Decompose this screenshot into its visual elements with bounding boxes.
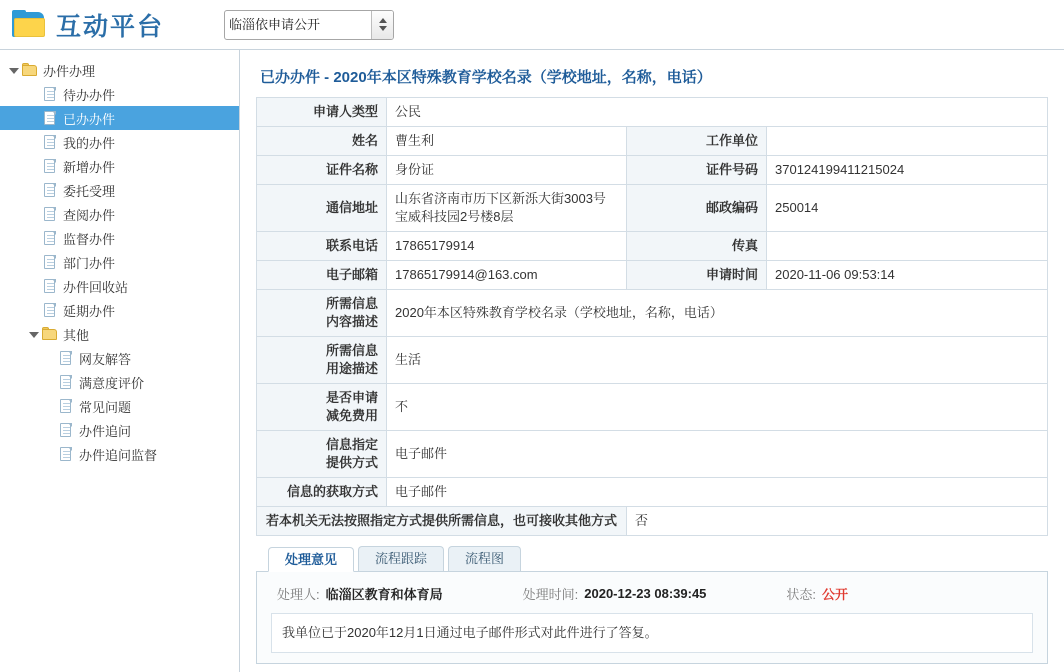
sidebar-item-wangyoujieda[interactable]: [0, 346, 239, 370]
handler-value: 临淄区教育和体育局: [325, 587, 443, 602]
sidebar-item-banjianzhuiwen[interactable]: [0, 418, 239, 442]
fee-reduction-label: [257, 384, 387, 431]
postcode-label: 邮政编码: [627, 185, 767, 232]
file-icon: [42, 110, 58, 126]
table-row: [257, 156, 1048, 185]
file-icon: [58, 350, 74, 366]
tab-handling-opinion[interactable]: 处理意见: [268, 547, 354, 572]
file-icon: [42, 206, 58, 222]
sidebar-item-xinzeng[interactable]: [0, 154, 239, 178]
applicant-type-label: 申请人类型: [257, 98, 387, 127]
sidebar-item-yiban[interactable]: [0, 106, 239, 130]
info-use-value: 生活: [387, 337, 1048, 384]
sidebar-item-yanqi[interactable]: [0, 298, 239, 322]
obtain-method-value: 电子邮件: [387, 478, 1048, 507]
sidebar-item-label: 监督办件: [63, 231, 116, 247]
file-icon: [58, 422, 74, 438]
info-use-label-line1: 所需信息: [325, 343, 378, 358]
tab-bar: [256, 546, 1048, 572]
file-icon: [42, 134, 58, 150]
postcode-value: 250014: [767, 185, 1048, 232]
sidebar: [0, 50, 240, 672]
cert-name-label: 证件名称: [257, 156, 387, 185]
sidebar-item-changjianwenti[interactable]: [0, 394, 239, 418]
table-row: [257, 290, 1048, 337]
cert-no-label: 证件号码: [627, 156, 767, 185]
sidebar-item-label: 满意度评价: [79, 375, 145, 391]
sidebar-item-huishouzhan[interactable]: [0, 274, 239, 298]
info-use-label: [257, 337, 387, 384]
apply-time-value: 2020-11-06 09:53:14: [767, 261, 1048, 290]
sidebar-item-label: 部门办件: [63, 255, 116, 271]
folder-icon: [22, 62, 38, 78]
file-icon: [42, 182, 58, 198]
application-detail-table: [256, 97, 1048, 536]
sidebar-item-chayue[interactable]: [0, 202, 239, 226]
phone-label: 联系电话: [257, 232, 387, 261]
sidebar-item-wodebanjian[interactable]: [0, 130, 239, 154]
work-unit-value: [767, 127, 1048, 156]
sidebar-item-qita[interactable]: [0, 322, 239, 346]
table-row: [257, 337, 1048, 384]
sidebar-item-label: 委托受理: [63, 183, 116, 199]
provide-method-value: 电子邮件: [387, 431, 1048, 478]
sidebar-item-label: 其他: [63, 327, 90, 343]
file-icon: [42, 230, 58, 246]
provide-method-label-line2: 提供方式: [325, 455, 378, 470]
chevron-down-icon[interactable]: [28, 328, 40, 340]
file-icon: [42, 158, 58, 174]
sidebar-item-label: 常见问题: [79, 399, 132, 415]
address-value: 山东省济南市历下区新泺大街3003号宝威科技园2号楼8层: [387, 185, 627, 232]
sidebar-item-label: 办件办理: [43, 63, 96, 79]
chevron-down-icon[interactable]: [8, 64, 20, 76]
handle-time-label: 处理时间:: [522, 587, 579, 602]
cert-name-value: 身份证: [387, 156, 627, 185]
cert-no-value: 370124199411215024: [767, 156, 1048, 185]
sidebar-item-label: 我的办件: [63, 135, 116, 151]
obtain-method-label: 信息的获取方式: [257, 478, 387, 507]
tab-process-tracking[interactable]: 流程跟踪: [358, 546, 444, 571]
sidebar-item-label: 新增办件: [63, 159, 116, 175]
file-icon: [58, 374, 74, 390]
sidebar-item-weituoshouli[interactable]: [0, 178, 239, 202]
table-row: [257, 384, 1048, 431]
name-value: 曹生利: [387, 127, 627, 156]
sidebar-item-banjianzhuiwenjiandu[interactable]: [0, 442, 239, 466]
info-desc-label-line2: 内容描述: [325, 314, 378, 329]
table-row: [257, 185, 1048, 232]
sidebar-item-label: 已办办件: [63, 111, 116, 127]
fee-reduction-label-line2: 减免费用: [325, 408, 378, 423]
status-label: 状态:: [786, 587, 817, 602]
sidebar-item-daiban[interactable]: [0, 82, 239, 106]
alt-method-label: 若本机关无法按照指定方式提供所需信息，也可接收其他方式: [257, 507, 627, 536]
info-use-label-line2: 用途描述: [325, 361, 378, 376]
tab-panel-handling-opinion: [256, 572, 1048, 664]
sidebar-item-label: 网友解答: [79, 351, 132, 367]
provide-method-label-line1: 信息指定: [325, 437, 378, 452]
email-label: 电子邮箱: [257, 261, 387, 290]
table-row: [257, 127, 1048, 156]
file-icon: [58, 398, 74, 414]
main-content: [240, 50, 1064, 672]
apply-time-label: 申请时间: [627, 261, 767, 290]
sidebar-item-jiandu[interactable]: [0, 226, 239, 250]
alt-method-value: 否: [627, 507, 1048, 536]
sidebar-item-label: 办件回收站: [63, 279, 129, 295]
fee-reduction-value: 不: [387, 384, 1048, 431]
table-row: [257, 261, 1048, 290]
fax-label: 传真: [627, 232, 767, 261]
file-icon: [42, 254, 58, 270]
provide-method-label: [257, 431, 387, 478]
fax-value: [767, 232, 1048, 261]
sidebar-item-bumen[interactable]: [0, 250, 239, 274]
department-select[interactable]: [224, 10, 394, 40]
phone-value: 17865179914: [387, 232, 627, 261]
handling-meta-row: [271, 582, 1033, 613]
fee-reduction-label-line1: 是否申请: [325, 390, 378, 405]
table-row: [257, 431, 1048, 478]
folder-icon: [42, 326, 58, 342]
department-select-wrapper[interactable]: [224, 10, 394, 40]
table-row: [257, 478, 1048, 507]
handling-opinion-text: 我单位已于2020年12月1日通过电子邮件形式对此件进行了答复。: [271, 613, 1033, 653]
page-title: 已办办件 - 2020年本区特殊教育学校名录（学校地址，名称，电话）: [260, 69, 712, 86]
handle-time-value: 2020-12-23 08:39:45: [584, 586, 707, 601]
tab-process-diagram[interactable]: 流程图: [448, 546, 521, 571]
body-split: [0, 50, 1064, 672]
info-desc-label: [257, 290, 387, 337]
handler-label: 处理人:: [277, 587, 320, 602]
info-desc-value: 2020年本区特殊教育学校名录（学校地址，名称，电话）: [387, 290, 1048, 337]
file-icon: [42, 278, 58, 294]
work-unit-label: 工作单位: [627, 127, 767, 156]
sidebar-item-label: 办件追问监督: [79, 447, 158, 463]
app-title: 互动平台: [56, 12, 165, 41]
sidebar-item-manyidu[interactable]: [0, 370, 239, 394]
address-label: 通信地址: [257, 185, 387, 232]
sidebar-item-label: 待办办件: [63, 87, 116, 103]
app-header: [0, 0, 1064, 50]
sidebar-item-banjianbanli[interactable]: [0, 58, 239, 82]
table-row: [257, 232, 1048, 261]
file-icon: [58, 446, 74, 462]
sidebar-item-label: 查阅办件: [63, 207, 116, 223]
applicant-type-value: 公民: [387, 98, 1048, 127]
file-icon: [42, 302, 58, 318]
table-row: [257, 507, 1048, 536]
sidebar-item-label: 延期办件: [63, 303, 116, 319]
email-value: 17865179914@163.com: [387, 261, 627, 290]
status-badge: 公开: [822, 587, 849, 602]
sidebar-item-label: 办件追问: [79, 423, 132, 439]
file-icon: [42, 86, 58, 102]
info-desc-label-line1: 所需信息: [325, 296, 378, 311]
name-label: 姓名: [257, 127, 387, 156]
table-row: [257, 98, 1048, 127]
folder-logo-icon: [12, 10, 46, 40]
